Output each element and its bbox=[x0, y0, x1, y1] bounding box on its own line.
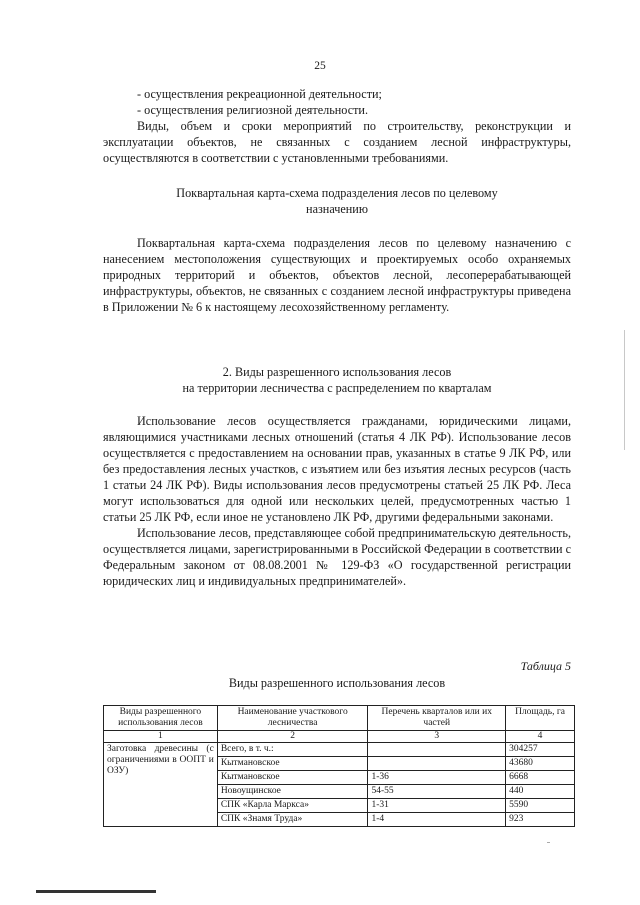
column-number: 2 bbox=[217, 731, 368, 743]
section1-heading-line1: Поквартальная карта-схема подразделения лесов по целевому bbox=[176, 186, 498, 200]
cell-area: 923 bbox=[506, 813, 575, 827]
cell-area: 304257 bbox=[506, 743, 575, 757]
section2-heading-line2: на территории лесничества с распределением по кварталам bbox=[182, 381, 492, 395]
column-number: 1 bbox=[104, 731, 218, 743]
table-header-row bbox=[104, 706, 575, 731]
header-area: Площадь, га bbox=[506, 706, 575, 731]
cell-district: СПК «Знамя Труда» bbox=[217, 813, 368, 827]
cell-quarters: 1-31 bbox=[368, 799, 506, 813]
header-use-type: Виды разрешенного использования лесов bbox=[104, 706, 218, 731]
cell-quarters bbox=[368, 757, 506, 771]
column-number: 3 bbox=[368, 731, 506, 743]
table-column-numbers-row bbox=[104, 731, 575, 743]
cell-quarters: 1-4 bbox=[368, 813, 506, 827]
table-row bbox=[104, 743, 575, 757]
cell-quarters: 54-55 bbox=[368, 785, 506, 799]
section1-heading-line2: назначению bbox=[306, 202, 368, 216]
intro-line-religion: - осуществления религиозной деятельности. bbox=[137, 103, 368, 117]
group-label-timber-harvesting: Заготовка древесины (с ограничениями в ООПТ и ОЗУ) bbox=[104, 743, 218, 827]
header-quarters: Перечень кварталов или их частей bbox=[368, 706, 506, 731]
cell-quarters: 1-36 bbox=[368, 771, 506, 785]
cell-quarters bbox=[368, 743, 506, 757]
intro-paragraph: Виды, объем и сроки мероприятий по строительству, реконструкции и эксплуатации объектов, не связанных с созданием лесной инфраструктуры, осуществляются в соответствии с установленными требованиями. bbox=[103, 119, 571, 165]
cell-area: 43680 bbox=[506, 757, 575, 771]
intro-line-recreation: - осуществления рекреационной деятельности; bbox=[137, 87, 382, 101]
permitted-uses-table bbox=[103, 705, 575, 827]
section2-paragraph2: Использование лесов, представляющее собой предпринимательскую деятельность, осуществляется лицами, зарегистрированными в Российской Федерации в соответствии с Федеральным законом от 08.08.2001 № 129-ФЗ «О государственной регистрации юридических лиц и индивидуальных предпринимателей». bbox=[103, 526, 571, 588]
page-number: 25 bbox=[314, 60, 326, 72]
cell-district: Всего, в т. ч.: bbox=[217, 743, 368, 757]
cell-area: 440 bbox=[506, 785, 575, 799]
scan-speck bbox=[547, 842, 550, 843]
scan-footer-bar bbox=[36, 890, 156, 893]
intro-block bbox=[103, 86, 571, 166]
table-title: Виды разрешенного использования лесов bbox=[228, 676, 446, 690]
section2-heading bbox=[103, 364, 571, 396]
cell-area: 5590 bbox=[506, 799, 575, 813]
cell-district: Новоущинское bbox=[217, 785, 368, 799]
cell-area: 6668 bbox=[506, 771, 575, 785]
section1-body bbox=[103, 235, 571, 315]
cell-district: Кытмановское bbox=[217, 757, 368, 771]
table-caption: Таблица 5 bbox=[520, 659, 571, 673]
section1-heading bbox=[103, 185, 571, 217]
column-number: 4 bbox=[506, 731, 575, 743]
section2-body bbox=[103, 413, 571, 589]
cell-district: СПК «Карла Маркса» bbox=[217, 799, 368, 813]
scan-edge-line bbox=[624, 330, 625, 450]
header-district: Наименование участкового лесничества bbox=[217, 706, 368, 731]
section2-heading-line1: 2. Виды разрешенного использования лесов bbox=[222, 365, 452, 379]
section1-paragraph: Поквартальная карта-схема подразделения лесов по целевому назначению с нанесением местоположения существующих и проектируемых особо охраняемых природных территорий и объектов, объектов лесной, лесоперерабатывающей инфраструктуры, объектов, не связанных с созданием лесной инфраструктуры приведена в Приложении № 6 к настоящему лесохозяйственному регламенту. bbox=[103, 236, 571, 314]
section2-paragraph1: Использование лесов осуществляется гражданами, юридическими лицами, являющимися участниками лесных отношений (статья 4 ЛК РФ). Использование лесов осуществляется с предоставлением на основании прав, указанных в статье 9 ЛК РФ, или без предоставления лесных участков, с изъятием или без изъятия лесных ресурсов (часть 1 статьи 24 ЛК РФ). Виды использования лесов предусмотрены статьей 25 ЛК РФ. Леса могут использоваться для одной или нескольких целей, предусмотренных частью 1 статьи 25 ЛК РФ, если иное не установлено ЛК РФ, другими федеральными законами. bbox=[103, 414, 571, 524]
cell-district: Кытмановское bbox=[217, 771, 368, 785]
